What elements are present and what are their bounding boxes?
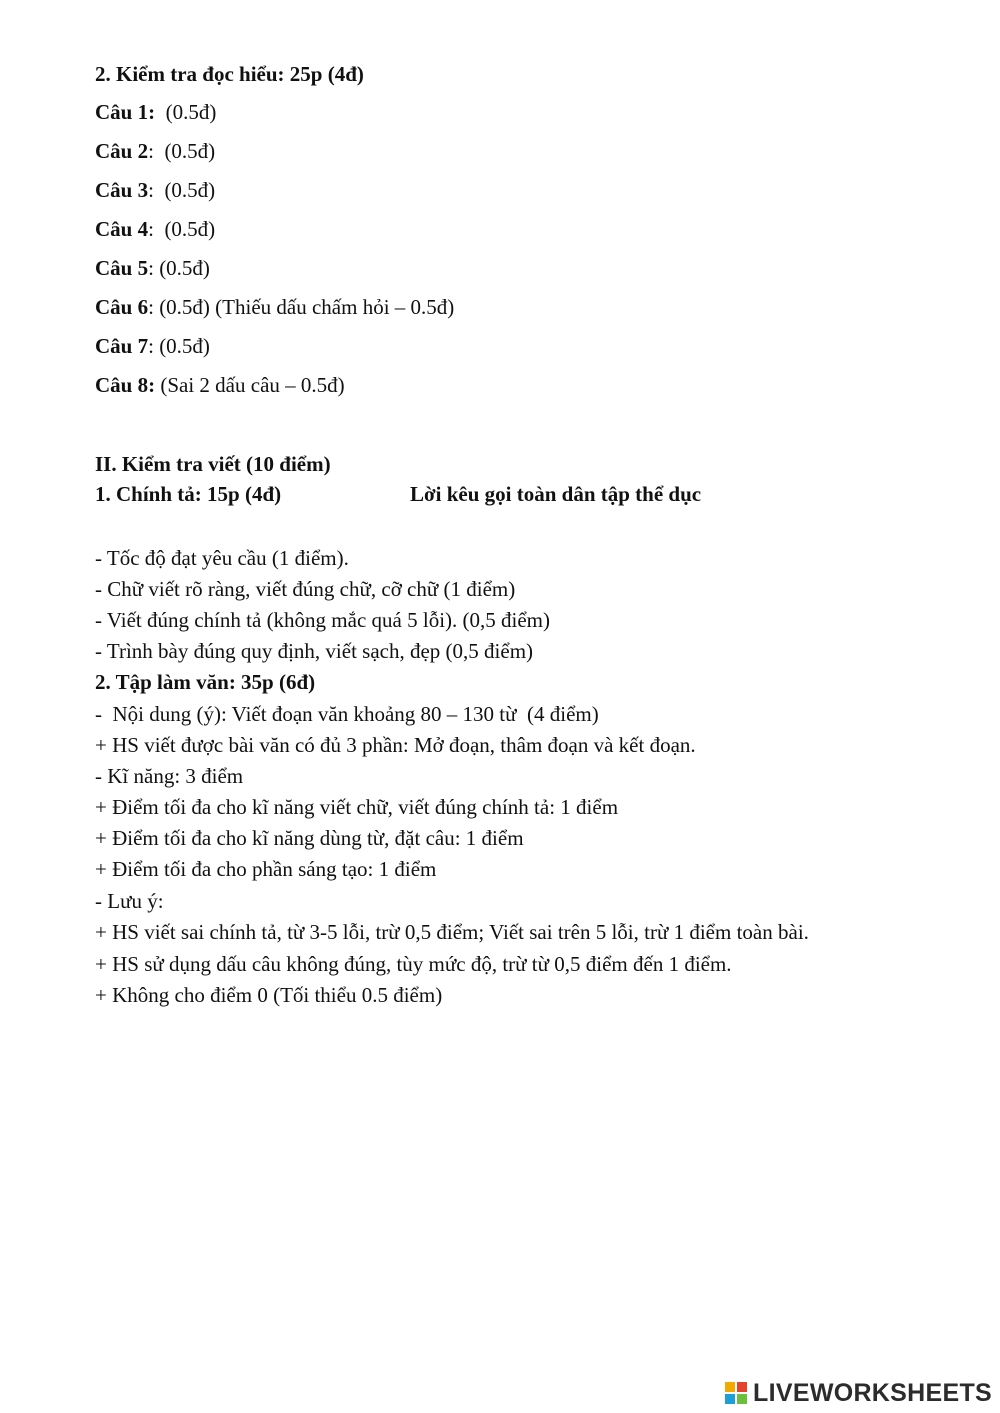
question-label: Câu 6 bbox=[95, 295, 149, 319]
question-label: Câu 8: bbox=[95, 373, 156, 397]
essay-line: + Điểm tối đa cho kĩ năng viết chữ, viết đúng chính tả: 1 điểm bbox=[95, 795, 619, 819]
liveworksheets-logo bbox=[725, 1378, 992, 1407]
question-score: : (0.5đ) bbox=[148, 217, 216, 241]
question-label: Câu 1: bbox=[95, 100, 156, 124]
question-score: : (0.5đ) bbox=[148, 256, 210, 280]
reading-heading: 2. Kiểm tra đọc hiểu: 25p (4đ) bbox=[95, 62, 364, 86]
question-label: Câu 7 bbox=[95, 334, 149, 358]
essay-line: - Nội dung (ý): Viết đoạn văn khoảng 80 – 130 từ (4 điểm) bbox=[95, 702, 599, 726]
criteria-line: - Chữ viết rõ ràng, viết đúng chữ, cỡ chữ (1 điểm) bbox=[95, 577, 516, 601]
dictation-heading: 1. Chính tả: 15p (4đ) bbox=[95, 482, 282, 506]
question-row bbox=[95, 334, 210, 358]
liveworksheets-wordmark: LIVEWORKSHEETS bbox=[753, 1378, 992, 1407]
question-label: Câu 5 bbox=[95, 256, 149, 280]
question-row bbox=[95, 217, 215, 241]
question-label: Câu 4 bbox=[95, 217, 149, 241]
question-row bbox=[95, 139, 215, 163]
question-score: : (0.5đ) bbox=[148, 178, 216, 202]
question-score: (0.5đ) bbox=[155, 100, 217, 124]
question-score: : (0.5đ) (Thiếu dấu chấm hỏi – 0.5đ) bbox=[148, 295, 455, 319]
question-score: : (0.5đ) bbox=[148, 334, 210, 358]
criteria-line: - Viết đúng chính tả (không mắc quá 5 lỗi). (0,5 điểm) bbox=[95, 608, 550, 632]
question-row bbox=[95, 373, 345, 397]
essay-line: + Điểm tối đa cho phần sáng tạo: 1 điểm bbox=[95, 857, 437, 881]
dictation-title: Lời kêu gọi toàn dân tập thể dục bbox=[410, 482, 702, 506]
essay-line: + Không cho điểm 0 (Tối thiểu 0.5 điểm) bbox=[95, 983, 443, 1007]
essay-line: + HS viết sai chính tả, từ 3-5 lỗi, trừ 0,5 điểm; Viết sai trên 5 lỗi, trừ 1 điểm toàn bài. bbox=[95, 920, 809, 944]
essay-line: + HS viết được bài văn có đủ 3 phần: Mở đoạn, thâm đoạn và kết đoạn. bbox=[95, 733, 696, 757]
essay-line: + Điểm tối đa cho kĩ năng dùng từ, đặt câu: 1 điểm bbox=[95, 826, 524, 850]
question-row bbox=[95, 100, 216, 124]
question-row bbox=[95, 256, 210, 280]
question-row bbox=[95, 295, 454, 319]
criteria-line: - Trình bày đúng quy định, viết sạch, đẹp (0,5 điểm) bbox=[95, 639, 534, 663]
question-score: : (0.5đ) bbox=[148, 139, 216, 163]
question-label: Câu 2 bbox=[95, 139, 149, 163]
writing-heading: II. Kiểm tra viết (10 điểm) bbox=[95, 452, 331, 476]
essay-line: - Kĩ năng: 3 điểm bbox=[95, 764, 244, 788]
essay-line: - Lưu ý: bbox=[95, 889, 164, 913]
question-score: (Sai 2 dấu câu – 0.5đ) bbox=[155, 373, 345, 397]
liveworksheets-mark-icon bbox=[725, 1382, 749, 1404]
essay-line: + HS sử dụng dấu câu không đúng, tùy mức độ, trừ từ 0,5 điểm đến 1 điểm. bbox=[95, 952, 732, 976]
question-label: Câu 3 bbox=[95, 178, 149, 202]
question-row bbox=[95, 178, 215, 202]
criteria-line: - Tốc độ đạt yêu cầu (1 điểm). bbox=[95, 546, 349, 570]
essay-heading: 2. Tập làm văn: 35p (6đ) bbox=[95, 670, 316, 694]
